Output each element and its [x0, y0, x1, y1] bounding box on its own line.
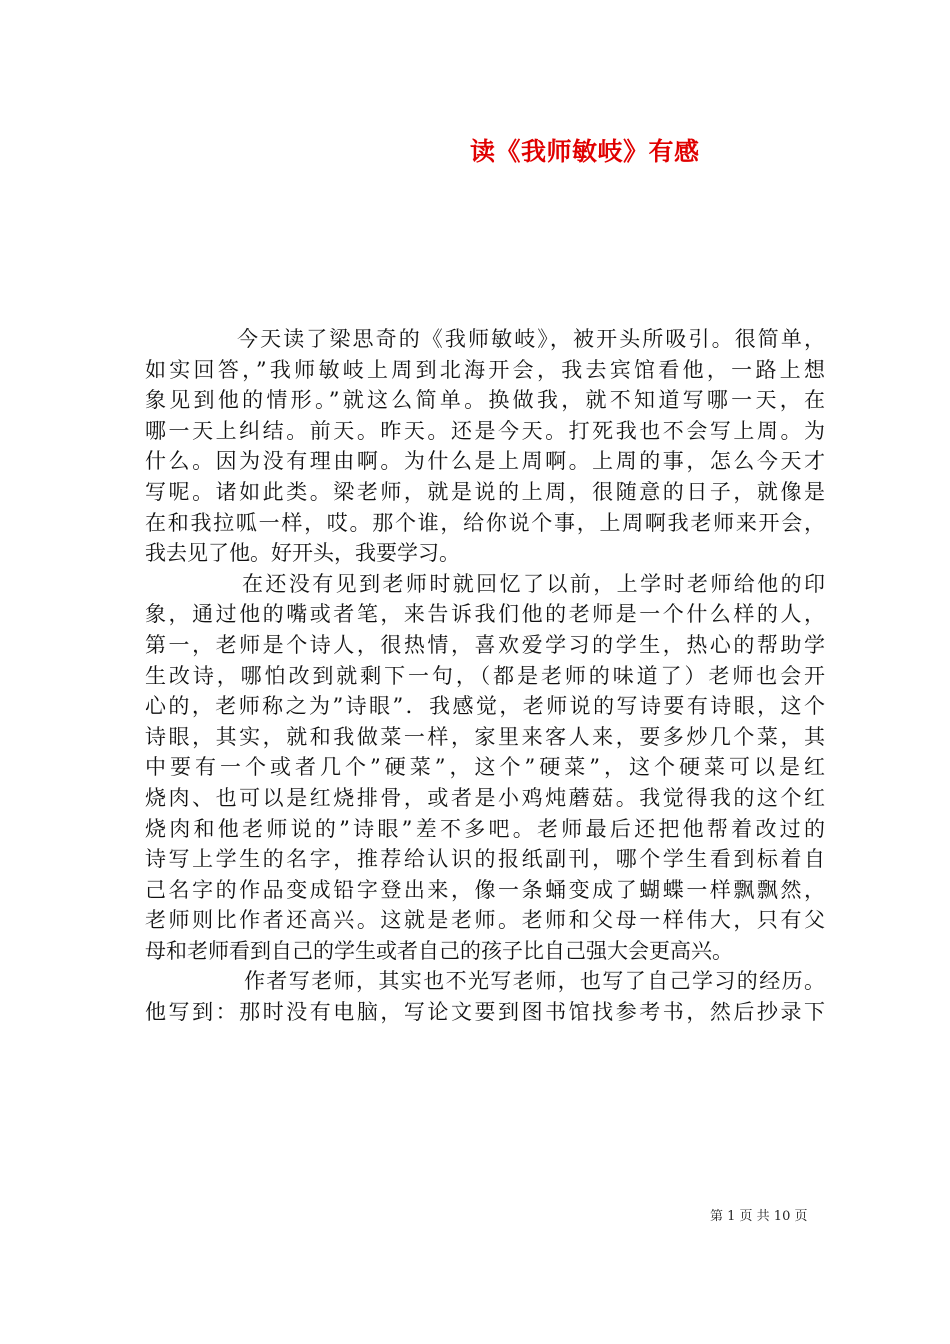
- document-title: 读《我师敏岐》有感: [470, 137, 700, 166]
- paragraph-line: 哪一天上纠结。前天。昨天。还是今天。打死我也不会写上周。为: [145, 418, 825, 443]
- document-body: [145, 324, 825, 1028]
- paragraph-line: 象，通过他的嘴或者笔，来告诉我们他的老师是一个什么样的人，: [145, 602, 825, 627]
- paragraph-line: 第一，老师是个诗人，很热情，喜欢爱学习的学生，热心的帮助学: [145, 632, 825, 657]
- paragraph-line: 中要有一个或者几个”硬菜”，这个”硬菜”，这个硬菜可以是红: [145, 755, 825, 780]
- paragraph-line: 写呢。诸如此类。梁老师，就是说的上周，很随意的日子，就像是: [145, 479, 825, 504]
- paragraph-line: 烧肉、也可以是红烧排骨，或者是小鸡炖蘑菇。我觉得我的这个红: [145, 785, 825, 810]
- paragraph-line: 烧肉和他老师说的”诗眼”差不多吧。老师最后还把他帮着改过的: [145, 816, 825, 841]
- paragraph-line: 心的，老师称之为”诗眼”．我感觉，老师说的写诗要有诗眼，这个: [145, 694, 825, 719]
- paragraph-line: 什么。因为没有理由啊。为什么是上周啊。上周的事，怎么今天才: [145, 449, 825, 474]
- paragraph-line: 老师则比作者还高兴。这就是老师。老师和父母一样伟大，只有父: [145, 908, 825, 933]
- paragraph-line: 如实回答，”我师敏岐上周到北海开会，我去宾馆看他，一路上想: [145, 357, 825, 382]
- paragraph-line: 我去见了他。好开头，我要学习。: [145, 541, 460, 566]
- paragraph-line: 生改诗，哪怕改到就剩下一句，（都是老师的味道了）老师也会开: [145, 663, 825, 688]
- paragraph-line: 在和我拉呱一样，哎。那个谁，给你说个事，上周啊我老师来开会，: [145, 510, 825, 535]
- paragraph-line: 诗写上学生的名字，推荐给认识的报纸副刊，哪个学生看到标着自: [145, 847, 825, 872]
- paragraph-line: 在还没有见到老师时就回忆了以前，上学时老师给他的印: [242, 571, 825, 596]
- paragraph-line: 诗眼，其实，就和我做菜一样，家里来客人来，要多炒几个菜，其: [145, 724, 825, 749]
- paragraph-line: 己名字的作品变成铅字登出来，像一条蛹变成了蝴蝶一样飘飘然，: [145, 877, 825, 902]
- paragraph-line: 今天读了梁思奇的《我师敏岐》，被开头所吸引。很简单，: [237, 327, 825, 351]
- paragraph-line: 母和老师看到自己的学生或者自己的孩子比自己强大会更高兴。: [145, 938, 733, 963]
- paragraph-line: 作者写老师，其实也不光写老师，也写了自己学习的经历。: [244, 969, 825, 994]
- page-footer: 第 1 页 共 10 页: [710, 1209, 808, 1224]
- paragraph-line: 象见到他的情形。”就这么简单。换做我，就不知道写哪一天，在: [145, 388, 825, 413]
- paragraph-line: 他写到：那时没有电脑，写论文要到图书馆找参考书，然后抄录下: [145, 1000, 825, 1025]
